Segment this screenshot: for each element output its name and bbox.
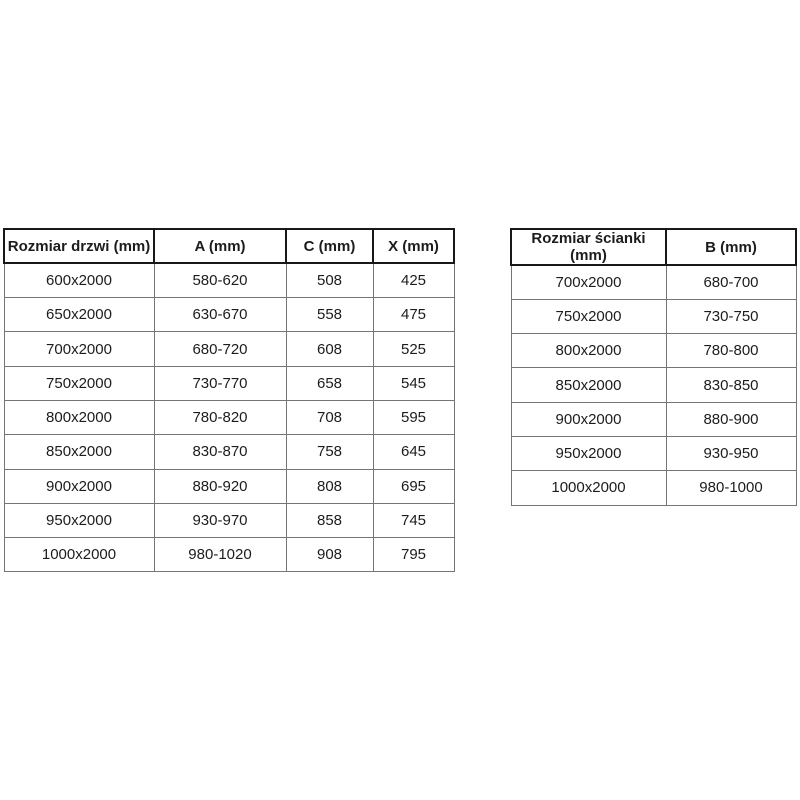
table-cell: 980-1020	[154, 538, 286, 572]
header-row	[511, 229, 796, 265]
table-cell: 930-950	[666, 436, 796, 470]
table-cell: 930-970	[154, 503, 286, 537]
table-cell: 950x2000	[511, 436, 666, 470]
table-cell: 425	[373, 263, 454, 297]
table-cell: 1000x2000	[511, 471, 666, 505]
table-cell: 608	[286, 332, 373, 366]
table-row	[4, 538, 454, 572]
table-cell: 580-620	[154, 263, 286, 297]
table-cell: 780-820	[154, 400, 286, 434]
table-cell: 800x2000	[511, 334, 666, 368]
table-cell: 858	[286, 503, 373, 537]
table-row	[4, 435, 454, 469]
table-cell: 475	[373, 298, 454, 332]
table-row	[4, 263, 454, 297]
table-cell: 830-870	[154, 435, 286, 469]
table-row	[4, 366, 454, 400]
table-row	[511, 368, 796, 402]
table-cell: 745	[373, 503, 454, 537]
column-header: Rozmiar ścianki (mm)	[511, 229, 666, 265]
table-cell: 850x2000	[4, 435, 154, 469]
table-cell: 808	[286, 469, 373, 503]
table-cell: 650x2000	[4, 298, 154, 332]
table-cell: 600x2000	[4, 263, 154, 297]
table-cell: 880-900	[666, 402, 796, 436]
table-cell: 545	[373, 366, 454, 400]
table-cell: 1000x2000	[4, 538, 154, 572]
table-cell: 830-850	[666, 368, 796, 402]
table-cell: 700x2000	[511, 265, 666, 299]
table-cell: 645	[373, 435, 454, 469]
column-header: Rozmiar drzwi (mm)	[4, 229, 154, 263]
table-row	[511, 471, 796, 505]
door-table-header	[4, 229, 454, 263]
column-header: A (mm)	[154, 229, 286, 263]
table-cell: 900x2000	[4, 469, 154, 503]
column-header: X (mm)	[373, 229, 454, 263]
table-cell: 800x2000	[4, 400, 154, 434]
table-row	[511, 334, 796, 368]
table-cell: 730-750	[666, 299, 796, 333]
wall-table-body	[511, 265, 796, 505]
table-row	[4, 400, 454, 434]
table-row	[4, 298, 454, 332]
table-cell: 680-720	[154, 332, 286, 366]
column-header: C (mm)	[286, 229, 373, 263]
table-cell: 658	[286, 366, 373, 400]
table-cell: 695	[373, 469, 454, 503]
table-cell: 525	[373, 332, 454, 366]
table-row	[511, 265, 796, 299]
table-row	[511, 436, 796, 470]
table-cell: 795	[373, 538, 454, 572]
table-cell: 630-670	[154, 298, 286, 332]
column-header: B (mm)	[666, 229, 796, 265]
table-cell: 908	[286, 538, 373, 572]
table-row	[511, 402, 796, 436]
table-cell: 680-700	[666, 265, 796, 299]
table-cell: 758	[286, 435, 373, 469]
table-cell: 558	[286, 298, 373, 332]
table-cell: 508	[286, 263, 373, 297]
table-cell: 750x2000	[511, 299, 666, 333]
table-row	[4, 332, 454, 366]
door-table-body	[4, 263, 454, 572]
header-row	[4, 229, 454, 263]
table-cell: 950x2000	[4, 503, 154, 537]
table-cell: 980-1000	[666, 471, 796, 505]
table-row	[511, 299, 796, 333]
table-cell: 850x2000	[511, 368, 666, 402]
table-cell: 730-770	[154, 366, 286, 400]
table-row	[4, 469, 454, 503]
table-cell: 708	[286, 400, 373, 434]
table-row	[4, 503, 454, 537]
table-cell: 900x2000	[511, 402, 666, 436]
door-sizes-table	[3, 228, 455, 572]
table-cell: 700x2000	[4, 332, 154, 366]
table-cell: 595	[373, 400, 454, 434]
table-cell: 880-920	[154, 469, 286, 503]
wall-table-header	[511, 229, 796, 265]
table-cell: 750x2000	[4, 366, 154, 400]
table-cell: 780-800	[666, 334, 796, 368]
wall-sizes-table	[510, 228, 797, 506]
